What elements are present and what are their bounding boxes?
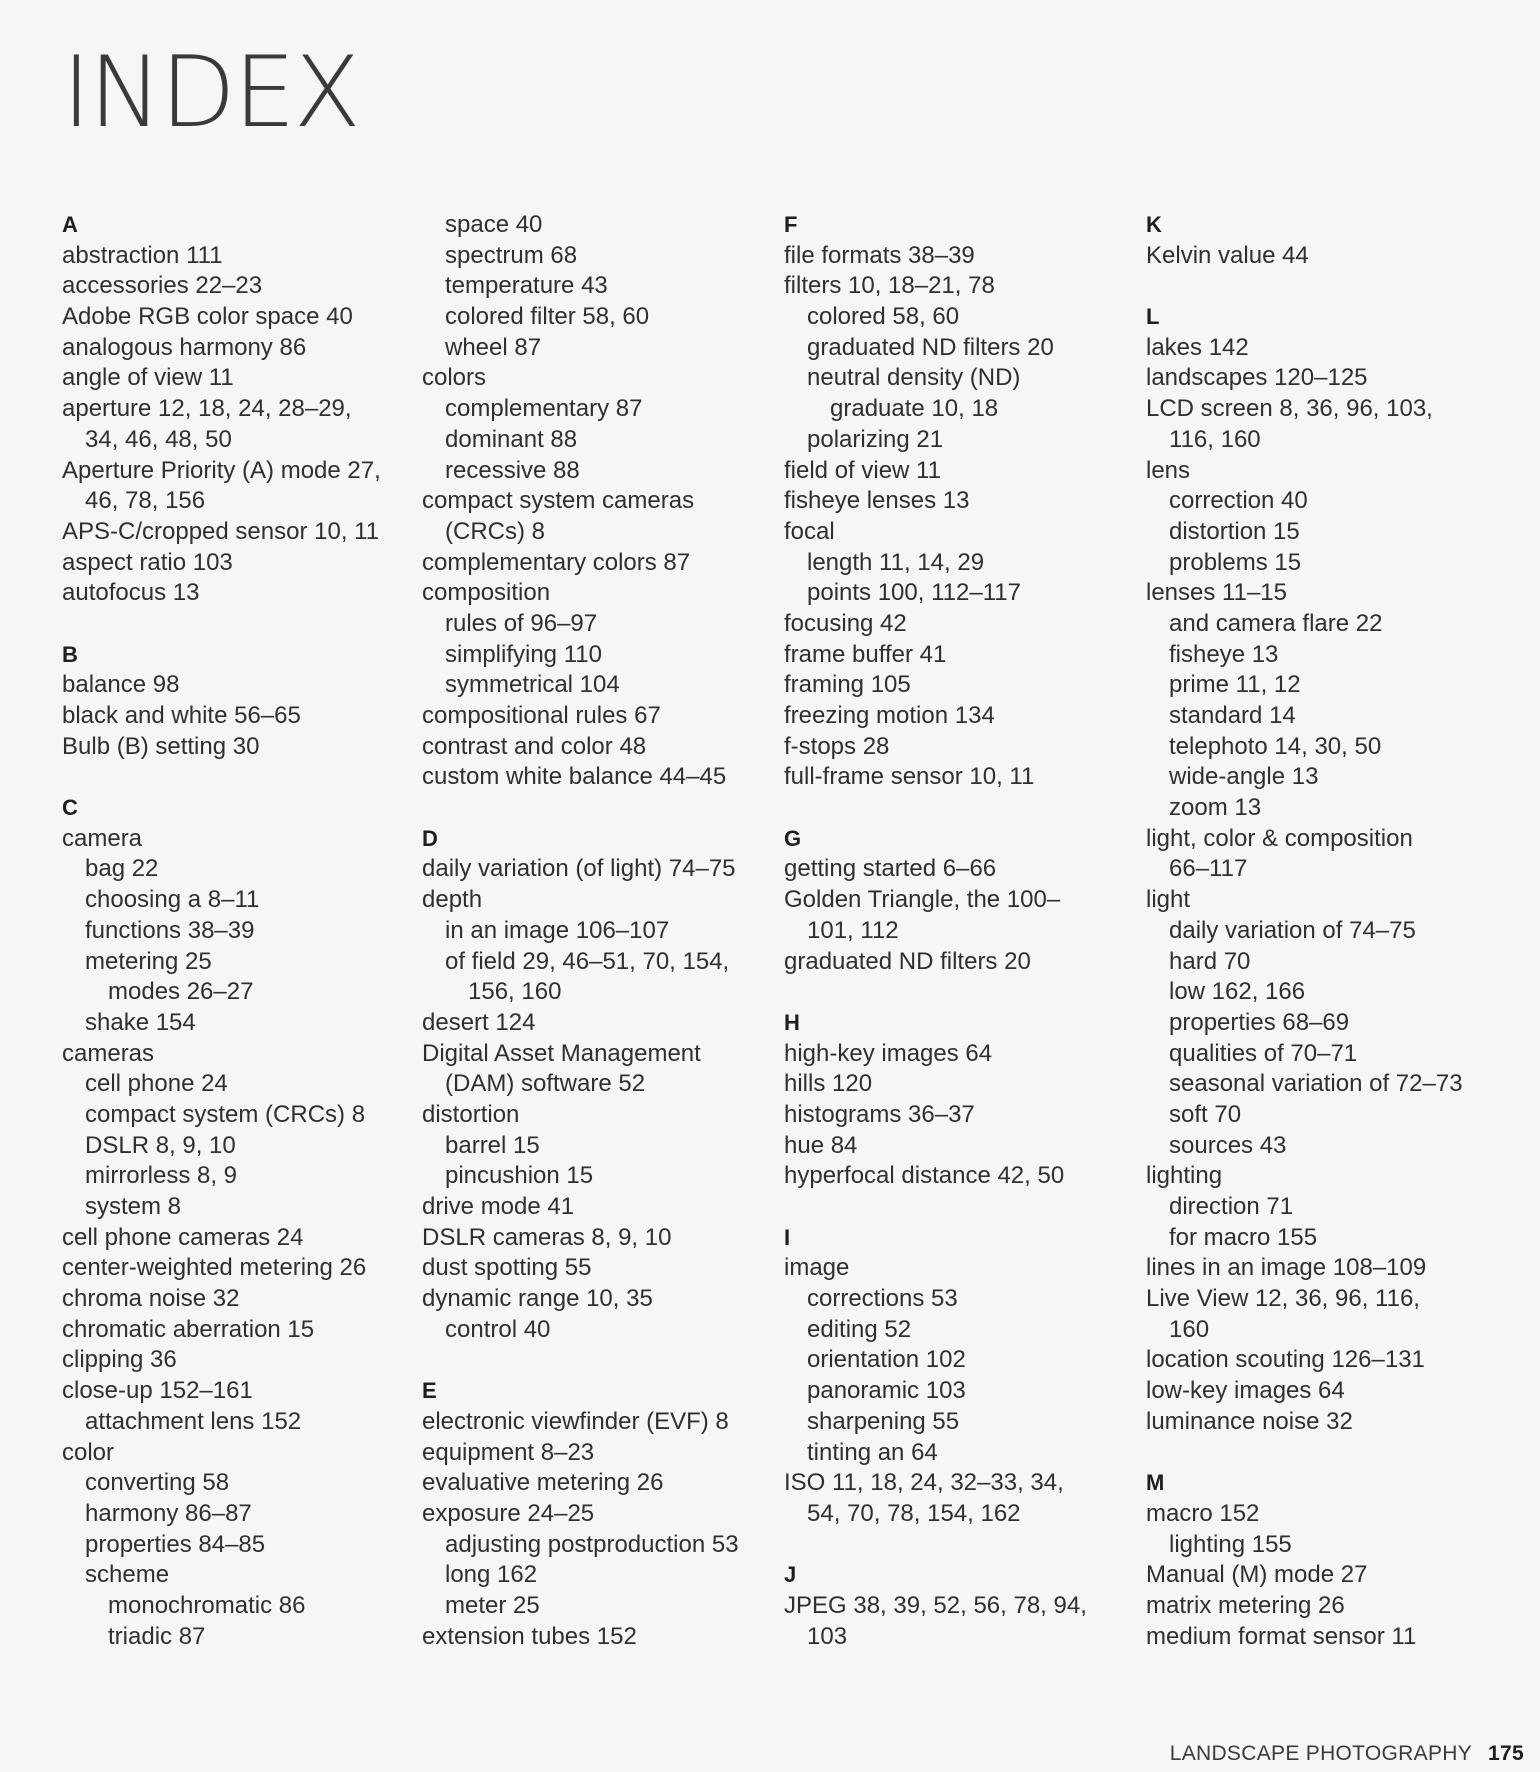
index-subentry: of field 29, 46–51, 70, 154, [445,947,730,975]
index-entry: Bulb (B) setting 30 [62,732,260,760]
index-subentry: spectrum 68 [445,241,578,269]
index-subentry: direction 71 [1169,1193,1294,1220]
index-spacer [1146,1438,1491,1469]
index-subentry: graduated ND filters 20 [807,333,1054,361]
index-entry: f-stops 28 [784,732,890,760]
index-entry: Manual (M) mode 27 [1146,1561,1368,1589]
index-entry: filters 10, 18–21, 78 [784,272,995,300]
index-entry: lines in an image 108–109 [1146,1254,1427,1282]
index-entry: focusing 42 [784,609,907,637]
index-subentry: long 162 [445,1561,538,1589]
index-subentry: choosing a 8–11 [85,886,260,914]
index-entry: Live View 12, 36, 96, 116, [1146,1285,1420,1313]
index-subentry: scheme [85,1561,170,1589]
index-entry: Kelvin value 44 [1146,241,1309,269]
index-section-letter: E [422,1378,437,1404]
index-entry: landscapes 120–125 [1146,364,1368,392]
index-entry: Aperture Priority (A) mode 27, [62,456,381,484]
index-entry: composition [422,579,551,607]
index-section-letter: A [62,212,78,237]
index-subentry: compact system (CRCs) 8 [85,1100,366,1128]
index-subentry: soft 70 [1169,1100,1242,1128]
index-subentry: sources 43 [1169,1131,1287,1159]
index-subentry: bag 22 [85,855,159,883]
index-subentry: 160 [1169,1315,1210,1343]
index-spacer [422,1345,767,1376]
index-subentry: tinting an 64 [807,1438,938,1466]
index-spacer [62,762,407,793]
index-entry: compositional rules 67 [422,702,661,729]
index-entry: full-frame sensor 10, 11 [784,763,1035,791]
index-entry: lenses 11–15 [1146,579,1287,607]
index-entry: graduated ND filters 20 [784,947,1031,975]
index-entry: field of view 11 [784,456,941,484]
index-subentry: colored 58, 60 [807,303,960,331]
index-entry: fisheye lenses 13 [784,487,970,515]
index-column-4 [1146,210,1491,1652]
index-entry: drive mode 41 [422,1193,575,1220]
index-subentry: metering 25 [85,947,212,975]
index-subentry: orientation 102 [807,1346,966,1374]
index-subentry: low 162, 166 [1169,978,1306,1006]
index-entry: custom white balance 44–45 [422,763,727,791]
index-entry: light [1146,886,1191,914]
index-entry: low-key images 64 [1146,1377,1345,1405]
index-entry: evaluative metering 26 [422,1469,664,1497]
index-section-letter: I [784,1224,791,1250]
index-subentry: 101, 112 [807,916,899,944]
index-subentry: 156, 160 [468,978,562,1006]
index-subentry: lighting 155 [1169,1530,1292,1558]
index-spacer [62,609,407,640]
index-subentry: pincushion 15 [445,1162,594,1190]
index-subentry: mirrorless 8, 9 [85,1162,238,1190]
index-subentry: (DAM) software 52 [445,1070,646,1098]
index-subentry: dominant 88 [445,425,578,453]
index-subentry: symmetrical 104 [445,671,620,699]
index-section-letter: C [62,795,78,821]
index-subentry: length 11, 14, 29 [807,548,985,576]
index-subentry: daily variation of 74–75 [1169,916,1416,944]
index-section-letter: H [784,1009,800,1035]
index-subentry: editing 52 [807,1315,912,1343]
index-subentry: space 40 [445,211,543,238]
index-subentry: monochromatic 86 [108,1591,306,1619]
index-subentry: and camera flare 22 [1169,609,1383,637]
index-entry: chromatic aberration 15 [62,1315,315,1343]
index-subentry: complementary 87 [445,395,643,423]
index-entry: compact system cameras [422,487,695,515]
index-entry: clipping 36 [62,1346,177,1374]
index-subentry: neutral density (ND) [807,364,1021,392]
index-subentry: simplifying 110 [445,640,602,668]
index-entry: cameras [62,1039,155,1067]
index-subentry: seasonal variation of 72–73 [1169,1070,1463,1098]
index-subentry: 54, 70, 78, 154, 162 [807,1499,1021,1527]
index-entry: balance 98 [62,671,180,699]
index-subentry: fisheye 13 [1169,640,1279,668]
index-entry: frame buffer 41 [784,640,947,668]
index-entry: dynamic range 10, 35 [422,1285,653,1313]
index-subentry: system 8 [85,1193,182,1220]
index-subentry: wheel 87 [445,333,542,361]
index-subentry: 66–117 [1169,855,1248,883]
index-section-letter: K [1146,212,1162,237]
index-subentry: correction 40 [1169,487,1308,515]
index-entry: focal [784,517,835,545]
index-subentry: triadic 87 [108,1622,206,1650]
page-title: INDEX [62,36,359,150]
index-subentry: cell phone 24 [85,1070,228,1098]
index-subentry: colored filter 58, 60 [445,303,650,331]
index-entry: electronic viewfinder (EVF) 8 [422,1407,729,1435]
index-subentry: barrel 15 [445,1131,540,1159]
index-subentry: in an image 106–107 [445,916,670,944]
index-subentry: harmony 86–87 [85,1499,252,1527]
index-entry: aspect ratio 103 [62,548,233,576]
index-entry: location scouting 126–131 [1146,1346,1425,1374]
index-spacer [1146,271,1491,302]
index-entry: accessories 22–23 [62,272,263,300]
index-entry: cell phone cameras 24 [62,1223,304,1251]
index-entry: lakes 142 [1146,333,1249,361]
index-subentry: polarizing 21 [807,425,944,453]
index-section-letter: D [422,825,438,851]
index-spacer [422,793,767,824]
index-subentry: graduate 10, 18 [830,395,999,423]
index-entry: depth [422,886,483,914]
index-section-letter: B [62,641,78,667]
index-subentry: converting 58 [85,1469,230,1497]
index-entry: lens [1146,456,1191,484]
index-entry: Digital Asset Management [422,1039,701,1067]
index-subentry: telephoto 14, 30, 50 [1169,732,1382,760]
index-entry: close-up 152–161 [62,1377,253,1405]
index-entry: chroma noise 32 [62,1285,240,1313]
index-entry: abstraction 111 [62,241,223,269]
index-subentry: corrections 53 [807,1285,958,1313]
index-subentry: adjusting postproduction 53 [445,1530,739,1558]
index-subentry: (CRCs) 8 [445,517,545,545]
index-subentry: 34, 46, 48, 50 [85,425,232,453]
index-subentry: modes 26–27 [108,978,254,1006]
index-section-letter: L [1146,304,1160,330]
index-entry: luminance noise 32 [1146,1407,1353,1435]
index-entry: freezing motion 134 [784,702,995,729]
index-entry: exposure 24–25 [422,1499,595,1527]
index-entry: contrast and color 48 [422,732,647,760]
index-entry: hyperfocal distance 42, 50 [784,1162,1065,1190]
index-entry: black and white 56–65 [62,702,301,729]
index-entry: daily variation (of light) 74–75 [422,855,736,883]
index-entry: high-key images 64 [784,1039,993,1067]
index-entry: ISO 11, 18, 24, 32–33, 34, [784,1469,1064,1497]
index-subentry: temperature 43 [445,272,608,300]
index-entry: APS-C/cropped sensor 10, 11 [62,517,380,545]
index-subentry: distortion 15 [1169,517,1300,545]
index-subentry: properties 68–69 [1169,1008,1350,1036]
index-spacer [784,1530,1129,1561]
index-entry: analogous harmony 86 [62,333,307,361]
index-column-1 [62,210,407,1652]
index-subentry: functions 38–39 [85,916,255,944]
index-entry: extension tubes 152 [422,1622,637,1650]
index-entry: macro 152 [1146,1499,1260,1527]
index-subentry: prime 11, 12 [1169,671,1301,699]
index-entry: getting started 6–66 [784,855,997,883]
index-subentry: standard 14 [1169,702,1296,729]
index-entry: desert 124 [422,1008,536,1036]
index-subentry: meter 25 [445,1591,540,1619]
index-subentry: recessive 88 [445,456,580,484]
index-subentry: zoom 13 [1169,794,1262,822]
index-subentry: 103 [807,1622,848,1650]
index-entry: colors [422,364,487,392]
index-entry: complementary colors 87 [422,548,691,576]
index-section-letter: G [784,825,802,851]
index-subentry: wide-angle 13 [1169,763,1319,791]
index-column-3 [784,210,1129,1652]
index-entry: autofocus 13 [62,579,200,607]
index-entry: medium format sensor 11 [1146,1622,1417,1650]
index-subentry: 46, 78, 156 [85,487,206,515]
index-entry: histograms 36–37 [784,1100,975,1128]
index-column-2 [422,210,767,1652]
index-entry: JPEG 38, 39, 52, 56, 78, 94, [784,1591,1087,1619]
index-entry: angle of view 11 [62,364,234,392]
index-entry: color [62,1438,115,1466]
index-entry: light, color & composition [1146,824,1413,852]
index-entry: DSLR cameras 8, 9, 10 [422,1223,672,1251]
index-entry: dust spotting 55 [422,1254,592,1282]
index-subentry: sharpening 55 [807,1407,960,1435]
index-subentry: DSLR 8, 9, 10 [85,1131,236,1159]
index-section-letter: M [1146,1470,1165,1496]
index-entry: framing 105 [784,671,911,699]
index-spacer [784,977,1129,1008]
index-entry: matrix metering 26 [1146,1591,1345,1619]
index-entry: Adobe RGB color space 40 [62,303,353,331]
index-subentry: for macro 155 [1169,1223,1318,1251]
index-subentry: properties 84–85 [85,1530,266,1558]
index-entry: Golden Triangle, the 100– [784,886,1061,914]
index-entry: hills 120 [784,1070,873,1098]
book-title: LANDSCAPE PHOTOGRAPHY [1169,1742,1473,1765]
index-subentry: control 40 [445,1315,551,1343]
index-entry: distortion [422,1100,520,1128]
index-entry: LCD screen 8, 36, 96, 103, [1146,395,1433,423]
page-number: 175 [1488,1742,1524,1765]
index-entry: equipment 8–23 [422,1438,595,1466]
index-subentry: rules of 96–97 [445,609,598,637]
index-subentry: problems 15 [1169,548,1302,576]
index-subentry: points 100, 112–117 [807,579,1021,607]
index-entry: camera [62,824,143,852]
index-spacer [784,1192,1129,1223]
index-subentry: hard 70 [1169,947,1251,975]
index-entry: center-weighted metering 26 [62,1254,367,1282]
index-entry: image [784,1254,850,1282]
index-section-letter: F [784,212,798,237]
index-entry: aperture 12, 18, 24, 28–29, [62,395,352,423]
index-entry: lighting [1146,1162,1223,1190]
page-footer [1170,1742,1524,1766]
index-subentry: qualities of 70–71 [1169,1039,1358,1067]
index-subentry: shake 154 [85,1008,196,1036]
index-subentry: attachment lens 152 [85,1407,302,1435]
index-spacer [784,793,1129,824]
index-entry: hue 84 [784,1131,858,1159]
index-subentry: panoramic 103 [807,1377,966,1405]
index-section-letter: J [784,1562,797,1588]
index-entry: file formats 38–39 [784,241,975,269]
index-subentry: 116, 160 [1169,425,1261,453]
